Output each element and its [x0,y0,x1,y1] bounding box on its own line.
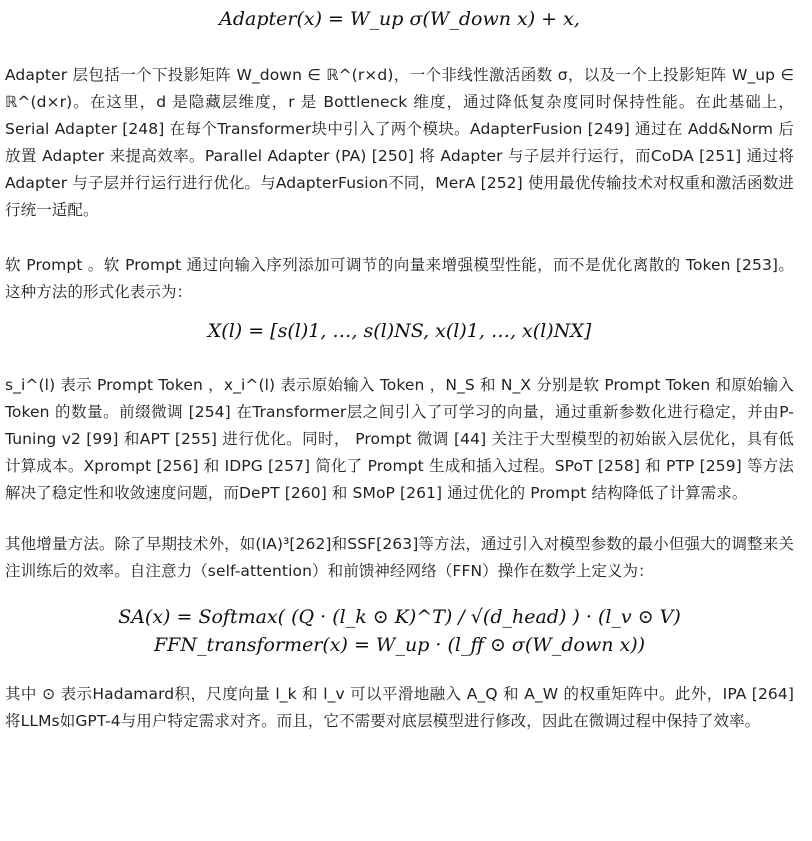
equation-sa: SA(x) = Softmax( (Q · (l_k ⊙ K)^T) / √(d_head) ) · (l_v ⊙ V) [118,606,681,628]
paragraph-soft-prompt: 软 Prompt 。软 Prompt 通过向输入序列添加可调节的向量来增强模型性能，而不是优化离散的 Token [253]。这种方法的形式化表示为： [5,256,794,301]
equation-ffn: FFN_transformer(x) = W_up · (l_ff ⊙ σ(W_down x)) [153,634,646,656]
equation-adapter: Adapter(x) = W_up σ(W_down x) + x, [219,8,580,30]
equation-soft-prompt: X(l) = [s(l)1, …, s(l)NS, x(l)1, …, x(l)NX] [207,320,592,342]
paragraph-hadamard: 其中 ⊙ 表示Hadamard积，尺度向量 l_k 和 l_v 可以平滑地融入 A_Q 和 A_W 的权重矩阵中。此外，IPA [264] 将LLMs如GPT-4与用户特定需求对齐。而且，它不需要对底层模型进行修改，因此在微调过程中保持了效率。 [5,685,794,730]
paragraph-other-methods: 其他增量方法。除了早期技术外，如(IA)³[262]和SSF[263]等方法，通过引入对模型参数的最小但强大的调整来关注训练后的效率。自注意力（self-attention）和前馈神经网络（FFN）操作在数学上定义为： [5,535,794,580]
equation-block-sa-ffn [5,603,794,663]
paragraph-adapter: Adapter 层包括一个下投影矩阵 W_down ∈ ℝ^(r×d)，一个非线性激活函数 σ，以及一个上投影矩阵 W_up ∈ ℝ^(d×r)。在这里，d 是隐藏层维度，r 是 Bottleneck 维度，通过降低复杂度同时保持性能。在此基础上，Serial Adapter [248] 在每个Transformer块中引入了两个模块。AdapterFusion [249] 通过在 Add&Norm 后放置 Adapter 来提高效率。Parallel Adapter (PA) [250] 将 Adapter 与子层并行运行，而CoDA [251] 通过将 Adapter 与子层并行运行进行优化。与AdapterFusion不同，MerA [252] 使用最优传输技术对权重和激活函数进行统一适配。 [5,66,794,219]
paragraph-prompt-methods: s_i^(l) 表示 Prompt Token ，x_i^(l) 表示原始输入 Token ，N_S 和 N_X 分别是软 Prompt Token 和原始输入 Token 的数量。前缀微调 [254] 在Transformer层之间引入了可学习的向量，通过重新参数化进行稳定，并由P-Tuning v2 [99] 和APT [255] 进行优化。同时， Prompt 微调 [44] 关注于大型模型的初始嵌入层优化，具有低计算成本。Xprompt [256] 和 IDPG [257] 简化了 Prompt 生成和插入过程。SPoT [258] 和 PTP [259] 等方法解决了稳定性和收敛速度问题，而DePT [260] 和 SMoP [261] 通过优化的 Prompt 结构降低了计算需求。 [5,376,794,502]
